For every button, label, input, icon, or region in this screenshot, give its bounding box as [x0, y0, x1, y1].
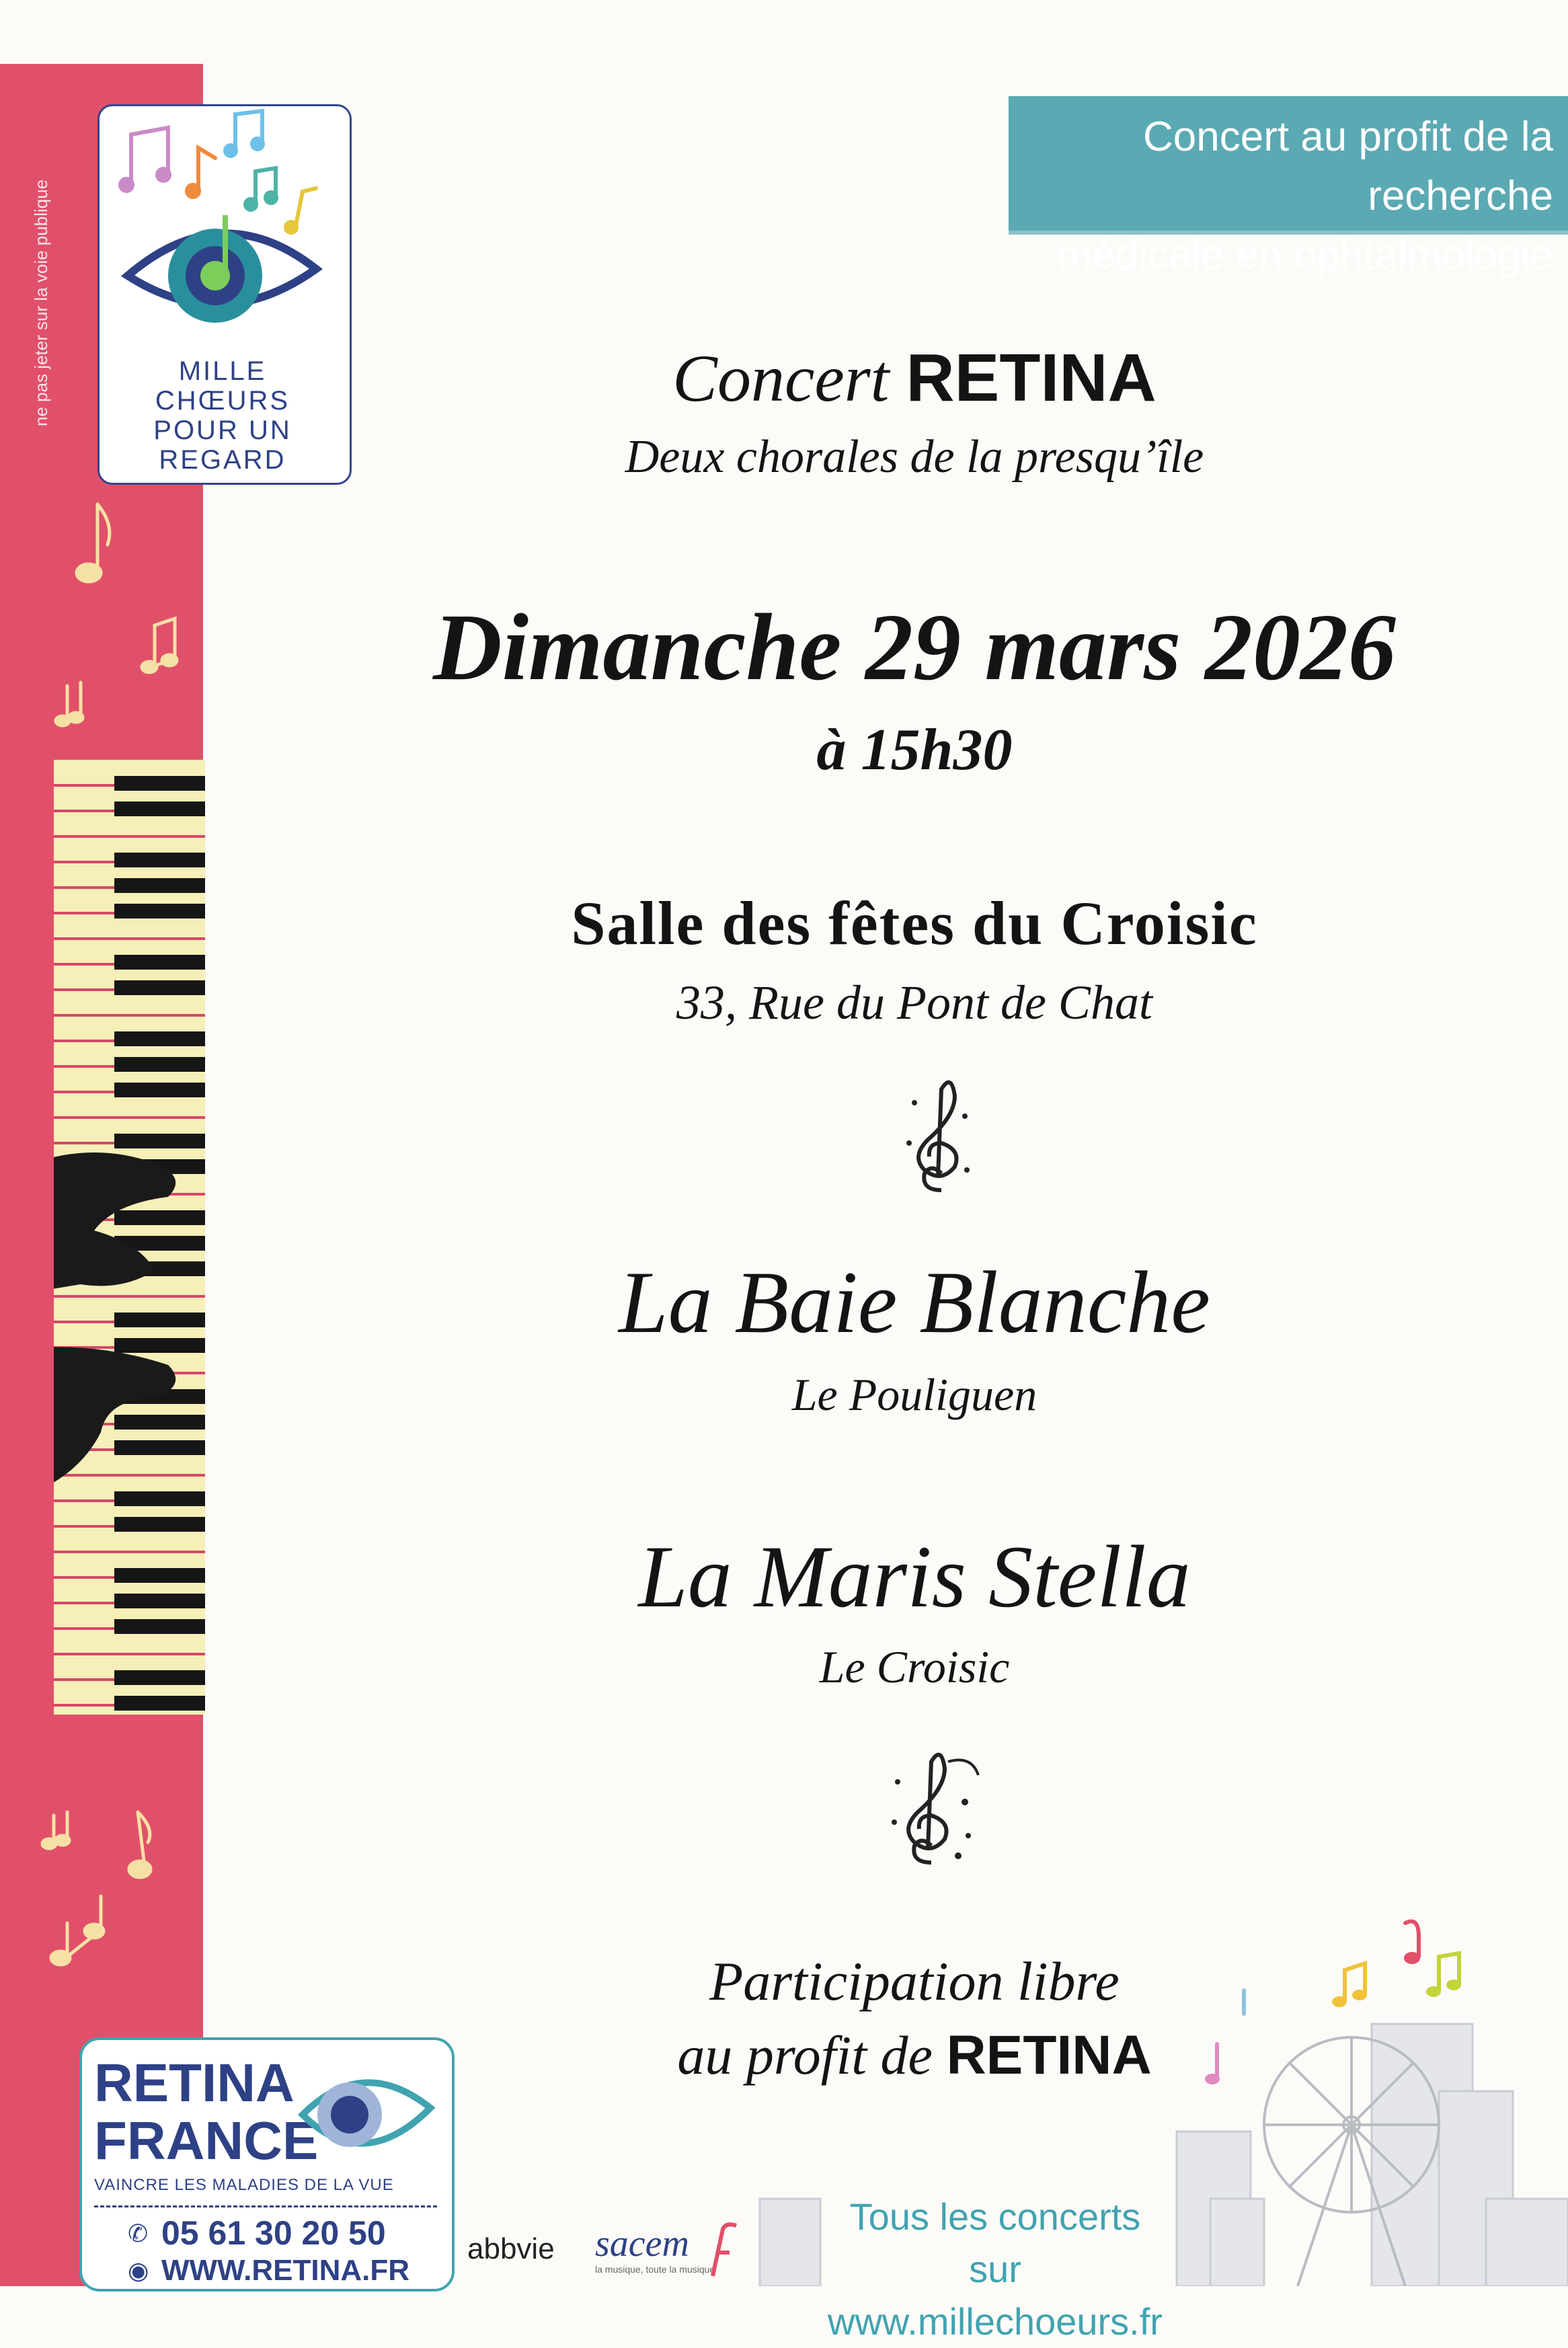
- choir-1-name: La Baie Blanche: [619, 1253, 1210, 1352]
- treble-clef-icon-2: [884, 1748, 985, 1869]
- participation-prefix: au profit de: [677, 2025, 933, 2086]
- retina-phone: 05 61 30 20 50: [161, 2214, 386, 2252]
- retina-eye-icon: [296, 2058, 437, 2172]
- logo-line-4: REGARD: [159, 445, 286, 475]
- venue-name: Salle des fêtes du Croisic: [571, 889, 1258, 957]
- concert-name: RETINA: [906, 340, 1157, 416]
- web-icon: ◉: [128, 2257, 149, 2285]
- sponsor-sacem-logo: sacem: [595, 2223, 689, 2265]
- banner-line-2: médicale en ophtalmologie: [1057, 232, 1553, 278]
- choir-2-name: La Maris Stella: [638, 1527, 1191, 1626]
- concert-date: Dimanche 29 mars 2026: [433, 594, 1396, 700]
- participation-beneficiary: RETINA: [946, 2025, 1152, 2086]
- venue-address: 33, Rue du Pont de Chat: [676, 976, 1152, 1029]
- phone-icon: ✆: [128, 2220, 149, 2248]
- retina-website[interactable]: WWW.RETINA.FR: [161, 2254, 410, 2287]
- retina-name-line-2: FRANCE: [94, 2111, 319, 2170]
- retina-divider: [94, 2205, 437, 2207]
- retina-france-logo: [94, 2054, 318, 2170]
- sacem-mark-icon: [706, 2219, 740, 2279]
- retina-tagline: VAINCRE LES MALADIES DE LA VUE: [94, 2176, 394, 2194]
- choir-2-city: Le Croisic: [819, 1641, 1010, 1692]
- logo-wordmark: [101, 356, 344, 475]
- footer-line-1: Tous les concerts sur: [849, 2195, 1141, 2290]
- sponsor-sacem-tagline: la musique, toute la musique: [595, 2264, 715, 2275]
- banner-line-1: Concert au profit de la recherche: [1142, 114, 1553, 219]
- treble-clef-icon: [901, 1076, 975, 1197]
- footer-website[interactable]: www.millechoeurs.fr: [828, 2300, 1163, 2343]
- litter-notice: ne pas jeter sur la voie publique: [31, 179, 51, 426]
- choirs-subtitle: Deux chorales de la presqu’île: [625, 431, 1204, 483]
- concert-word: Concert: [672, 341, 890, 416]
- logo-line-3: POUR UN: [153, 416, 292, 445]
- purpose-banner-text: [1009, 108, 1553, 285]
- logo-line-2: CHŒURS: [155, 386, 290, 416]
- sponsor-abbvie-logo: abbvie: [467, 2232, 555, 2265]
- eye-music-logo-icon: [101, 108, 344, 356]
- retina-name-line-1: RETINA: [94, 2053, 295, 2113]
- piano-keyboard-icon: [54, 760, 205, 1715]
- concert-time: à 15h30: [816, 717, 1013, 783]
- participation-line-1: Participation libre: [709, 1951, 1120, 2012]
- logo-line-1: MILLE: [178, 356, 267, 386]
- all-concerts-link[interactable]: [827, 2191, 1163, 2348]
- choir-1-city: Le Pouliguen: [791, 1369, 1037, 1420]
- concert-title: [430, 340, 1399, 417]
